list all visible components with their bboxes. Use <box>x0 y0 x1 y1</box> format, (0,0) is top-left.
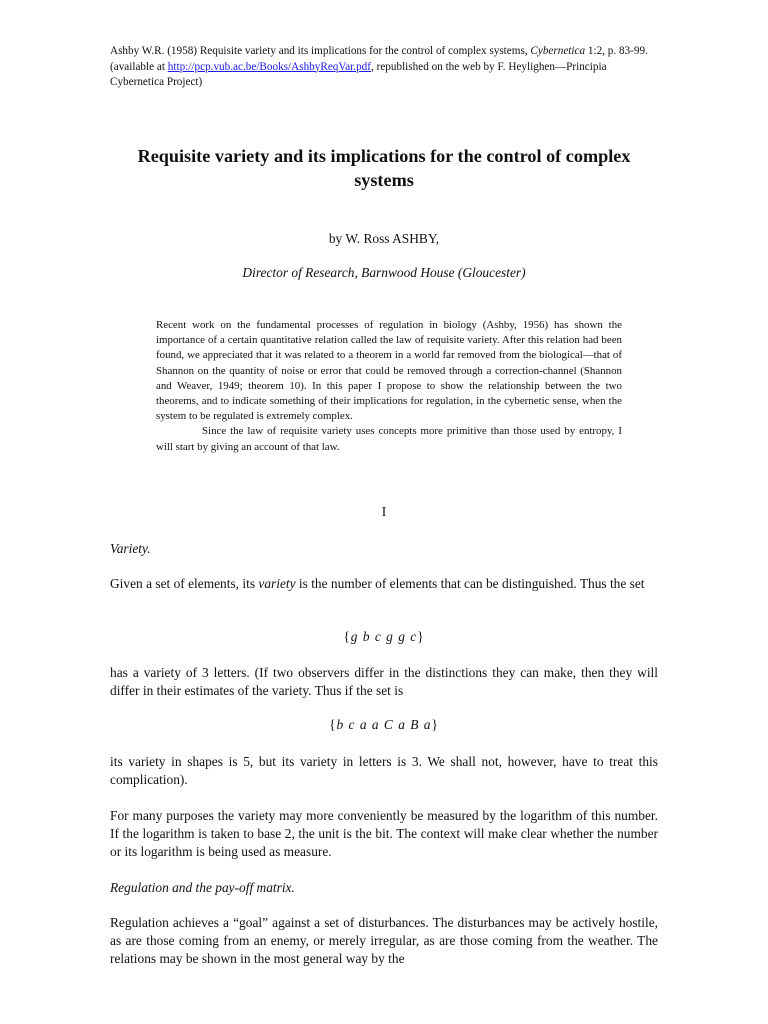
paragraph-variety-letters: has a variety of 3 letters. (If two observers differ in the distinctions they can make, then they will differ in their estimates of the variety. Thus if the set is <box>110 665 658 698</box>
brace-open: { <box>343 629 351 644</box>
citation-republished: , republished on the web by F. Heylighen—Principia Cybernetica Project) <box>110 60 607 88</box>
subheading-variety: Variety. <box>110 541 151 556</box>
author-byline: by W. Ross ASHBY, <box>328 231 440 246</box>
formula-body: b c a a C a B a <box>336 717 432 732</box>
paragraph-regulation: Regulation achieves a “goal” against a set of disturbances. The disturbances may be actively hostile, as are those coming from an enemy, or merely irregular, as are those coming from the weather. The relations may be shown in the most general way by the <box>110 915 658 966</box>
paragraph-logarithm: For many purposes the variety may more conveniently be measured by the logarithm of this number. If the logarithm is taken to base 2, the unit is the bit. The context will make clear whether the number or its logarithm is being used as measure. <box>110 808 658 859</box>
citation-header <box>110 44 658 91</box>
paragraph-variety-shapes: its variety in shapes is 5, but its variety in letters is 3. We shall not, however, have to treat this complication). <box>110 754 658 787</box>
citation-volume: 1:2, p. 83-99. (available at <box>110 45 648 73</box>
abstract <box>156 318 622 455</box>
journal-name: Cybernetica <box>530 45 586 57</box>
brace-close: } <box>431 717 439 732</box>
brace-close: } <box>417 629 425 644</box>
abstract-paragraph-2: Since the law of requisite variety uses concepts more primitive than those used by entropy, I will start by giving an account of that law. <box>156 425 622 453</box>
author-affiliation: Director of Research, Barnwood House (Gloucester) <box>242 265 526 280</box>
section-number: I <box>381 504 387 519</box>
paper-title: Requisite variety and its implications for the control of complex systems <box>137 146 631 190</box>
emphasis-variety: variety <box>258 576 296 591</box>
formula-set-2 <box>110 716 658 734</box>
formula-body: g b c g g c <box>350 629 418 644</box>
citation-text: Ashby W.R. (1958) Requisite variety and its implications for the control of complex systems, <box>110 45 528 57</box>
paragraph-text: Given a set of elements, its <box>110 576 259 591</box>
pdf-link[interactable]: http://pcp.vub.ac.be/Books/AshbyReqVar.pdf <box>167 60 371 73</box>
formula-set-1 <box>110 628 658 646</box>
brace-open: { <box>329 717 337 732</box>
paragraph-variety-definition <box>110 575 658 593</box>
subheading-regulation: Regulation and the pay-off matrix. <box>110 880 295 895</box>
paragraph-text: is the number of elements that can be distinguished. Thus the set <box>295 576 645 591</box>
abstract-paragraph-1: Recent work on the fundamental processes of regulation in biology (Ashby, 1956) has shown the importance of a certain quantitative relation called the law of requisite variety. After this relation had been found, we appreciated that it was related to a theorem in a world far removed from the biological—that of Shannon on the quantity of noise or error that could be removed through a correction-channel (Shannon and Weaver, 1949; theorem 10). In this paper I propose to show the relationship between the two theorems, and to indicate something of their implications for regulation, in the cybernetic sense, when the system to be regulated is extremely complex. <box>156 319 622 423</box>
